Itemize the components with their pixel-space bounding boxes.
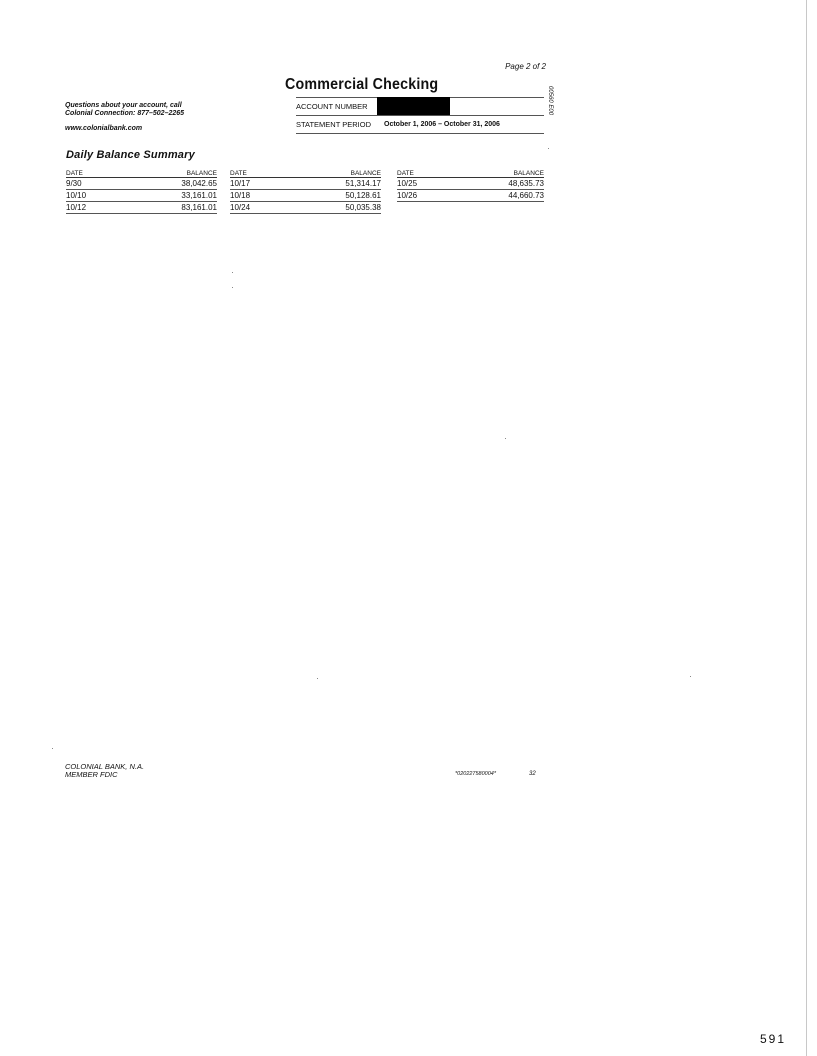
scan-speck <box>52 748 53 749</box>
table-row <box>397 178 544 190</box>
account-number-label: ACCOUNT NUMBER <box>296 102 368 111</box>
row-balance: 50,035.38 <box>284 202 381 214</box>
table-row <box>230 202 381 214</box>
statement-period-row <box>296 115 544 134</box>
daily-balance-title: Daily Balance Summary <box>66 149 195 161</box>
date-header: DATE <box>66 167 120 178</box>
table-row <box>66 178 217 190</box>
row-date: 10/12 <box>66 202 120 214</box>
row-date: 10/25 <box>397 178 450 190</box>
account-number-row <box>296 97 544 115</box>
row-balance: 50,128.61 <box>284 190 381 202</box>
footer-barcode-text: *020227580004* <box>455 771 496 777</box>
balance-header: BALANCE <box>450 167 544 178</box>
footer-fdic: MEMBER FDIC <box>65 770 118 779</box>
row-balance: 51,314.17 <box>284 178 381 190</box>
side-code: 00560 E00 <box>547 86 553 116</box>
row-balance: 38,042.65 <box>120 178 217 190</box>
balance-table-2 <box>230 167 381 214</box>
account-info-box <box>296 97 544 134</box>
table-row <box>66 190 217 202</box>
scan-speck <box>232 287 233 288</box>
balance-header: BALANCE <box>284 167 381 178</box>
row-balance: 83,161.01 <box>120 202 217 214</box>
row-date: 10/24 <box>230 202 284 214</box>
scan-speck <box>690 676 691 677</box>
scan-speck <box>317 678 318 679</box>
page-edge-line <box>806 0 807 1056</box>
row-date: 10/17 <box>230 178 284 190</box>
statement-period-value: October 1, 2006 – October 31, 2006 <box>384 121 500 128</box>
contact-info <box>65 102 184 118</box>
page-stamp-number: 591 <box>760 1032 787 1046</box>
table-row <box>230 178 381 190</box>
footer-bank-name: COLONIAL BANK, N.A. <box>65 762 145 771</box>
row-date: 9/30 <box>66 178 120 190</box>
scan-speck <box>548 148 549 149</box>
website-link[interactable]: www.colonialbank.com <box>65 125 143 132</box>
row-date: 10/10 <box>66 190 120 202</box>
balance-table-1 <box>66 167 217 214</box>
balance-header: BALANCE <box>120 167 217 178</box>
page-title: Commercial Checking <box>285 76 439 93</box>
table-header-row <box>397 167 544 178</box>
contact-line-1: Questions about your account, call <box>65 102 182 109</box>
redacted-account-number <box>377 97 450 115</box>
table-row <box>230 190 381 202</box>
row-date: 10/26 <box>397 190 450 202</box>
row-balance: 44,660.73 <box>450 190 544 202</box>
contact-line-2: Colonial Connection: 877–502–2265 <box>65 110 185 117</box>
page-number: Page 2 of 2 <box>505 62 546 71</box>
row-date: 10/18 <box>230 190 284 202</box>
balance-table-3 <box>397 167 544 202</box>
table-row <box>397 190 544 202</box>
date-header: DATE <box>397 167 450 178</box>
scan-speck <box>505 438 506 439</box>
row-balance: 33,161.01 <box>120 190 217 202</box>
scan-speck <box>232 272 233 273</box>
table-header-row <box>66 167 217 178</box>
date-header: DATE <box>230 167 284 178</box>
table-header-row <box>230 167 381 178</box>
table-row <box>66 202 217 214</box>
footer-number: 32 <box>529 771 536 777</box>
statement-period-label: STATEMENT PERIOD <box>296 120 372 129</box>
row-balance: 48,635.73 <box>450 178 544 190</box>
footer-bank-info <box>65 763 144 779</box>
